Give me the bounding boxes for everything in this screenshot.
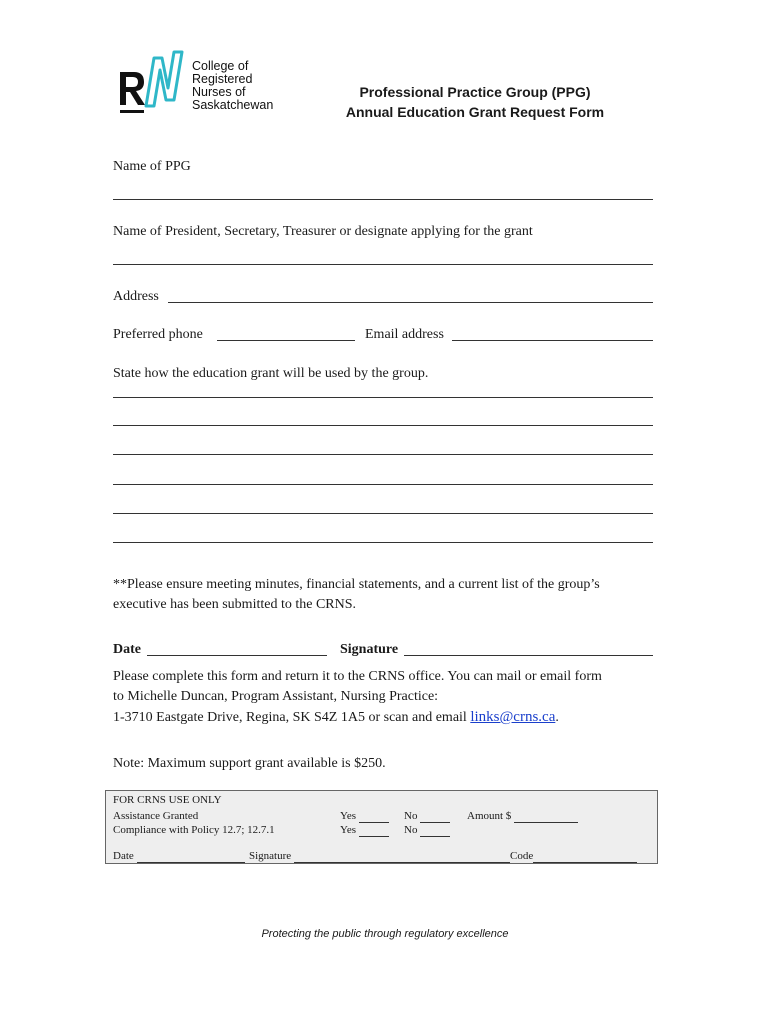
usage-line-4[interactable]: [113, 484, 653, 485]
amount-field[interactable]: [514, 812, 578, 823]
form-title: [300, 82, 650, 122]
title-line-1: Professional Practice Group (PPG): [359, 84, 591, 100]
crns-logo: [118, 48, 288, 120]
period: .: [555, 710, 559, 725]
office-date: [113, 850, 245, 863]
logo-line: College of: [192, 59, 249, 73]
compliance-label: Compliance with Policy 12.7; 12.7.1: [113, 824, 275, 836]
footer-tagline: Protecting the public through regulatory excellence: [261, 928, 509, 940]
phone-label: Preferred phone: [113, 327, 203, 342]
office-code-label: Code: [510, 850, 534, 862]
president-label: Name of President, Secretary, Treasurer or designate applying for the grant: [113, 224, 533, 239]
instructions-line-1: Please complete this form and return it to the CRNS office. You can mail or email form: [113, 669, 602, 684]
office-signature: [249, 850, 510, 863]
signature-label: Signature: [340, 642, 399, 657]
submission-note-line-2: executive has been submitted to the CRNS.: [113, 597, 357, 612]
phone-field[interactable]: [217, 340, 355, 341]
office-signature-field[interactable]: [294, 852, 510, 863]
compliance-no-field[interactable]: [420, 826, 450, 837]
assistance-no-field[interactable]: [420, 812, 450, 823]
signature-field[interactable]: [404, 655, 653, 656]
instructions-line-2: to Michelle Duncan, Program Assistant, Nursing Practice:: [113, 689, 439, 704]
usage-line-2[interactable]: [113, 425, 653, 426]
address-label: Address: [113, 289, 159, 304]
assistance-granted-label: Assistance Granted: [113, 810, 199, 822]
date-field[interactable]: [147, 655, 327, 656]
logo-line: Saskatchewan: [192, 98, 274, 112]
usage-label: State how the education grant will be used by the group.: [113, 366, 429, 381]
amount-label: Amount $: [467, 810, 512, 822]
office-code: [510, 850, 637, 863]
address-text: 1-3710 Eastgate Drive, Regina, SK S4Z 1A5 or scan and email: [113, 710, 467, 725]
name-ppg-label: Name of PPG: [113, 159, 191, 174]
compliance-yes-field[interactable]: [359, 826, 389, 837]
usage-line-6[interactable]: [113, 542, 653, 543]
office-code-field[interactable]: [533, 852, 637, 863]
email-label: Email address: [365, 327, 444, 342]
compliance-yes: [340, 824, 389, 837]
assistance-yes: [340, 810, 389, 823]
yes-label: Yes: [340, 810, 357, 822]
usage-line-3[interactable]: [113, 454, 653, 455]
instructions-line-3: [113, 708, 559, 727]
name-ppg-field[interactable]: [113, 199, 653, 200]
rn-logo-icon: [118, 48, 190, 120]
president-field[interactable]: [113, 264, 653, 265]
logo-line: Registered: [192, 72, 253, 86]
office-signature-label: Signature: [249, 850, 292, 862]
usage-line-5[interactable]: [113, 513, 653, 514]
office-use-heading: FOR CRNS USE ONLY: [113, 794, 222, 806]
compliance-no: [404, 824, 450, 837]
email-field[interactable]: [452, 340, 653, 341]
max-grant-note: Note: Maximum support grant available is $250.: [113, 756, 386, 771]
address-field[interactable]: [168, 302, 653, 303]
no-label: No: [404, 810, 418, 822]
email-link[interactable]: links@crns.ca: [470, 709, 556, 725]
office-use-box: [105, 790, 658, 864]
date-label: Date: [113, 642, 141, 657]
amount: [467, 810, 578, 823]
assistance-no: [404, 810, 450, 823]
assistance-yes-field[interactable]: [359, 812, 389, 823]
usage-line-1[interactable]: [113, 397, 653, 398]
logo-line: Nurses of: [192, 85, 246, 99]
submission-note-line-1: **Please ensure meeting minutes, financial statements, and a current list of the group’s: [113, 577, 600, 592]
no-label: No: [404, 824, 418, 836]
yes-label: Yes: [340, 824, 357, 836]
logo-wordmark: [192, 60, 273, 112]
office-date-field[interactable]: [137, 852, 245, 863]
title-line-2: Annual Education Grant Request Form: [345, 104, 605, 120]
office-date-label: Date: [113, 850, 134, 862]
